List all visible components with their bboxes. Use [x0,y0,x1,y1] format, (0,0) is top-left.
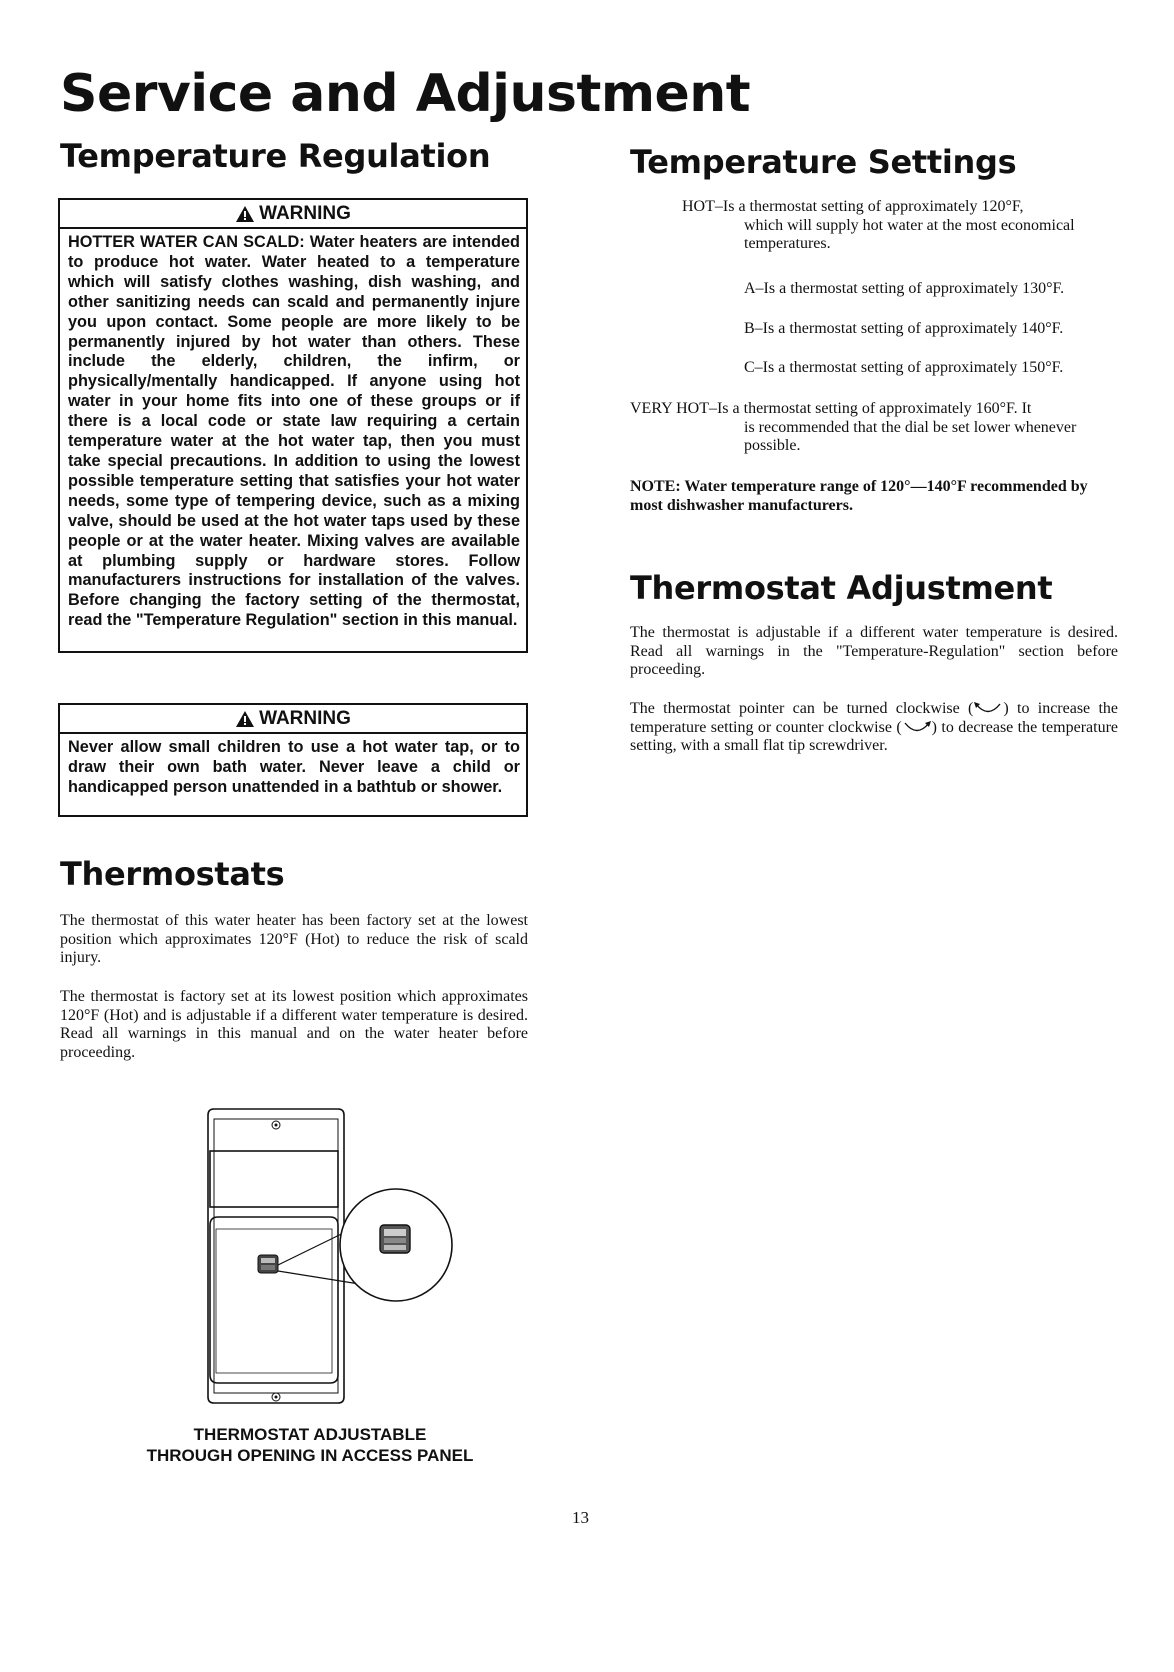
thermostat-small-icon [258,1255,278,1273]
thermostat-large-icon [380,1225,410,1253]
setting-a: A–Is a thermostat setting of approximately 130°F. [744,280,1065,297]
warning-header [60,707,526,734]
setting-hot-line1: Is a thermostat setting of approximately 120°F, [722,198,1024,215]
setting-b: B–Is a thermostat setting of approximately 140°F. [744,320,1064,337]
setting-hot-label: HOT– [682,198,723,215]
warning-label: WARNING [259,203,351,224]
temperature-settings-heading: Temperature Settings [630,143,1017,181]
warning-box-children [58,703,528,817]
setting-very-hot-line1: Is a thermostat setting of approximately 160°F. It [716,400,1032,417]
para2-part-b: ) to increase the temperature setting or counter clockwise ( [630,700,1118,736]
setting-very-hot [630,400,1118,456]
counter-clockwise-arrow-icon [902,720,932,734]
dishwasher-note: NOTE: Water temperature range of 120°—140°F recommended by most dishwasher manufacturers. [630,478,1088,514]
para2-part-c: ) to decrease the temperature setting, with a small flat tip screwdriver. [630,718,1119,754]
clockwise-arrow-icon [973,701,1003,715]
warning-label: WARNING [259,708,351,729]
setting-very-hot-label: VERY HOT– [630,400,717,417]
thermostats-heading: Thermostats [60,855,285,893]
illustration-caption-line-1: THERMOSTAT ADJUSTABLE [193,1425,427,1444]
warning-header [60,202,526,229]
para2-part-a: The thermostat pointer can be turned clockwise ( [630,700,974,717]
page-title: Service and Adjustment [60,64,751,124]
warning-triangle-icon [235,205,255,223]
thermostats-paragraph-1: The thermostat of this water heater has been factory set at the lowest position which approximates 120°F (Hot) to reduce the risk of scald injury. [60,912,528,966]
warning-box-scald [58,198,528,653]
warning-triangle-icon [235,710,255,728]
setting-hot-rest: which will supply hot water at the most economical temperatures. [744,216,1075,252]
setting-c: C–Is a thermostat setting of approximately 150°F. [744,359,1064,376]
page-number: 13 [572,1508,589,1527]
warning-text-scald: HOTTER WATER CAN SCALD: Water heaters are intended to produce hot water. Water heated to a temperature which will satisfy clothes washing, dish washing, and other sanitizing needs can scald and permanently injure you upon contact. Some people are more likely to be permanently injured by hot water than others. These include the elderly, children, the infirm, or physically/mentally handicapped. If anyone using hot water in your home fits into one of these groups or if there is a local code or state law requiring a certain temperature water at the hot water tap, then you must take special precautions. In addition to using the lowest possible temperature setting that satisfies your hot water needs, some type of tempering device, such as a mixing valve, should be used at the hot water taps used by these people or at the water heater. Mixing valves are available at plumbing supply or hardware stores. Follow manufacturers instructions for installation of the valves. Before changing the factory setting of the thermostat, read the "Temperature Regulation" section in this manual. [68,233,520,630]
setting-hot [682,198,1118,254]
thermostat-adjustment-heading: Thermostat Adjustment [630,569,1053,607]
thermostat-adjustment-paragraph-1: The thermostat is adjustable if a different water temperature is desired. Read all warnings in the "Temperature-Regulation" section before proceeding. [630,624,1118,678]
thermostats-paragraph-2: The thermostat is factory set at its lowest position which approximates 120°F (Hot) and is adjustable if a different water temperature is desired. Read all warnings in this manual and on the water heater before proceeding. [60,988,528,1061]
thermostat-adjustment-paragraph-2 [630,700,1118,756]
temperature-regulation-heading: Temperature Regulation [60,137,491,175]
setting-very-hot-rest: is recommended that the dial be set lower whenever possible. [744,418,1077,454]
illustration-caption-line-2: THROUGH OPENING IN ACCESS PANEL [146,1446,474,1465]
water-heater-panel-illustration [200,1105,480,1405]
warning-text-children: Never allow small children to use a hot water tap, or to draw their own bath water. Never leave a child or handicapped person unattended in a bathtub or shower. [68,738,520,796]
